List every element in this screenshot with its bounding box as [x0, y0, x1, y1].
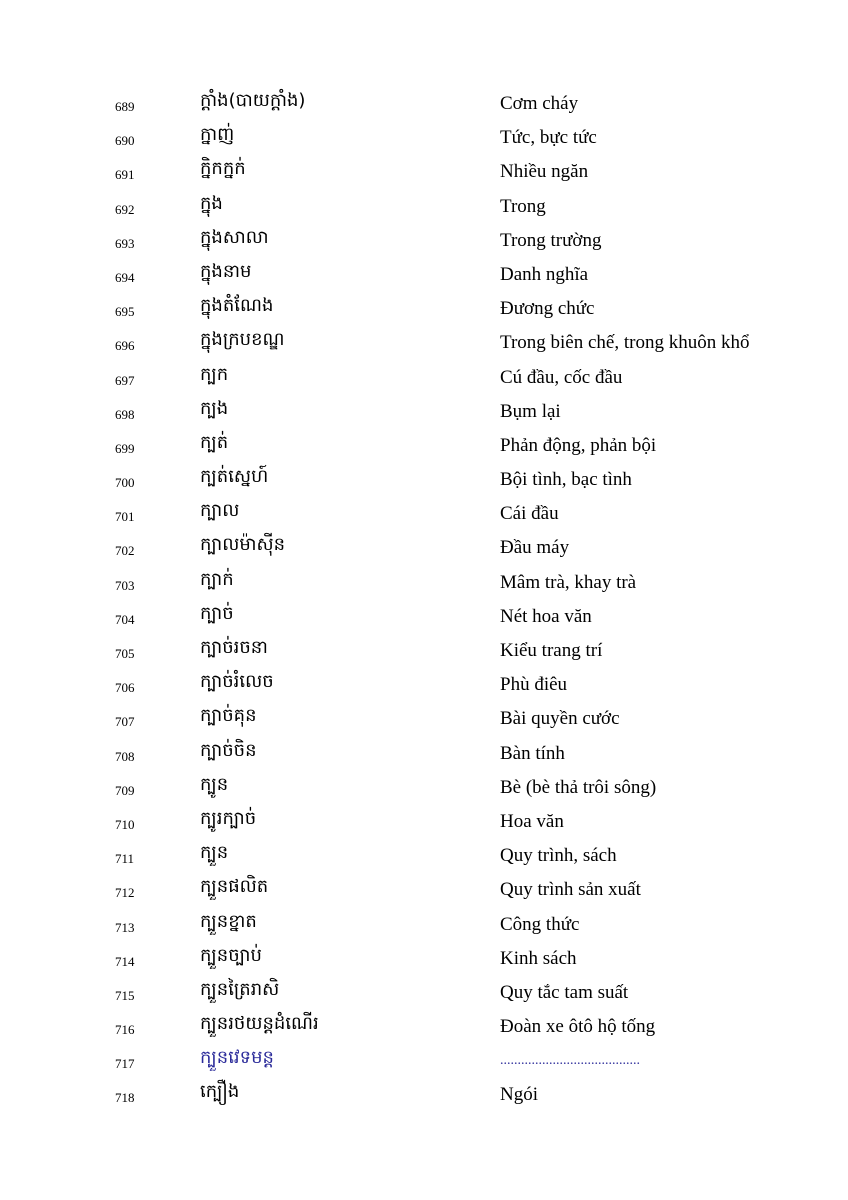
khmer-term: ក្បាច់រចនា: [200, 637, 268, 658]
vietnamese-translation: Kiểu trang trí: [500, 640, 603, 661]
vietnamese-translation: Đầu máy: [500, 537, 570, 559]
glossary-row: [0, 634, 848, 668]
glossary-list: [0, 87, 848, 1113]
entry-number: 718: [115, 1090, 135, 1106]
vietnamese-translation: Đoàn xe ôtô hộ tống: [500, 1016, 656, 1038]
khmer-term: ក្បាលម៉ាស៊ីន: [200, 534, 286, 556]
khmer-term: ក្បួនខ្នាត: [200, 910, 257, 932]
glossary-row: [0, 155, 848, 189]
glossary-row: [0, 87, 848, 121]
entry-number: 706: [115, 680, 135, 696]
entry-number: 709: [115, 782, 135, 798]
glossary-row: [0, 771, 848, 805]
vietnamese-translation: Bè (bè thả trôi sông): [500, 776, 657, 798]
vietnamese-translation: Ngói: [500, 1084, 538, 1106]
entry-number: 702: [115, 543, 135, 559]
vietnamese-translation: Bội tình, bạc tình: [500, 469, 632, 491]
khmer-term: ក្នុងតំណែង: [200, 295, 274, 317]
entry-number: 716: [115, 1022, 135, 1038]
glossary-row: [0, 668, 848, 702]
glossary-row: [0, 1078, 848, 1112]
vietnamese-translation: ........................................: [500, 1053, 640, 1069]
entry-number: 690: [115, 133, 135, 149]
glossary-row: [0, 258, 848, 292]
vietnamese-translation: Bàn tính: [500, 742, 565, 764]
khmer-term: ក្និកក្នក់: [200, 158, 246, 180]
khmer-term: ក្បាច់: [200, 602, 234, 624]
vietnamese-translation: Cái đầu: [500, 503, 559, 525]
khmer-term: ក្បួនវេទមន្ត: [200, 1047, 274, 1069]
entry-number: 703: [115, 577, 135, 593]
glossary-row: [0, 292, 848, 326]
glossary-row: [0, 839, 848, 873]
entry-number: 698: [115, 406, 135, 422]
vietnamese-translation: Đương chức: [500, 298, 595, 320]
entry-number: 693: [115, 235, 135, 251]
entry-number: 691: [115, 167, 135, 183]
khmer-term: ក្បាក់: [200, 568, 234, 590]
entry-number: 713: [115, 919, 135, 935]
khmer-term: ក្បូរក្បាច់: [200, 807, 257, 829]
vietnamese-translation: Tức, bực tức: [500, 127, 597, 149]
vietnamese-translation: Quy trình, sách: [500, 845, 617, 867]
glossary-row: [0, 429, 848, 463]
entry-number: 704: [115, 611, 135, 627]
vietnamese-translation: Trong: [500, 195, 546, 217]
khmer-term: ក្បួនត្រៃរាសិ: [200, 978, 280, 1000]
khmer-term: ក្នាញ់: [200, 124, 235, 146]
khmer-term: ក្បាល: [200, 500, 240, 522]
glossary-row: [0, 395, 848, 429]
glossary-row: [0, 463, 848, 497]
khmer-term: ក្នុង: [200, 192, 223, 214]
khmer-term: ក្នុងក្របខណ្ឌ: [200, 329, 285, 351]
khmer-term: ក្បឿង: [200, 1081, 240, 1103]
entry-number: 714: [115, 953, 135, 969]
vietnamese-translation: Hoa văn: [500, 810, 564, 832]
entry-number: 712: [115, 885, 135, 901]
entry-number: 699: [115, 440, 135, 456]
vietnamese-translation: Danh nghĩa: [500, 263, 589, 285]
glossary-row: [0, 497, 848, 531]
khmer-term: ក្បួនផលិត: [200, 876, 269, 898]
vietnamese-translation: Phù điêu: [500, 674, 568, 696]
glossary-row: [0, 908, 848, 942]
glossary-row: [0, 361, 848, 395]
khmer-term: ក្បួនច្បាប់: [200, 944, 262, 966]
khmer-term: ក្តាំង(បាយក្តាំង): [200, 90, 306, 111]
entry-number: 708: [115, 748, 135, 764]
entry-number: 711: [115, 851, 135, 867]
vietnamese-translation: Mâm trà, khay trà: [500, 571, 637, 593]
glossary-row: [0, 805, 848, 839]
entry-number: 696: [115, 338, 135, 354]
khmer-term: ក្បូន: [200, 773, 229, 795]
vietnamese-translation: Quy trình sản xuất: [500, 879, 641, 901]
vietnamese-translation: Cú đầu, cốc đầu: [500, 366, 623, 388]
entry-number: 689: [115, 99, 135, 114]
khmer-term: ក្បួន: [200, 842, 229, 864]
khmer-term: ក្នុងសាលា: [200, 226, 269, 248]
vietnamese-translation: Công thức: [500, 913, 580, 935]
entry-number: 705: [115, 646, 135, 661]
khmer-term: ក្បក: [200, 363, 229, 385]
khmer-term: ក្នុងនាម: [200, 260, 252, 282]
glossary-row: [0, 873, 848, 907]
vietnamese-translation: Nét hoa văn: [500, 605, 592, 627]
entry-number: 700: [115, 475, 135, 491]
khmer-term: ក្បត់ស្នេហ៍: [200, 466, 269, 488]
glossary-row: [0, 566, 848, 600]
glossary-row: [0, 1044, 848, 1078]
glossary-row: [0, 224, 848, 258]
glossary-row: [0, 702, 848, 736]
vietnamese-translation: Trong biên chế, trong khuôn khổ: [500, 332, 750, 354]
entry-number: 694: [115, 269, 135, 285]
entry-number: 697: [115, 372, 135, 388]
entry-number: 710: [115, 816, 135, 832]
khmer-term: ក្បាច់គុន: [200, 705, 257, 727]
entry-number: 707: [115, 714, 135, 730]
entry-number: 695: [115, 304, 135, 320]
khmer-term: ក្បាច់រំលេច: [200, 671, 274, 693]
glossary-row: [0, 190, 848, 224]
vietnamese-translation: Kinh sách: [500, 947, 577, 969]
glossary-row: [0, 1010, 848, 1044]
vietnamese-translation: Quy tắc tam suất: [500, 981, 629, 1003]
khmer-term: ក្បួនរថយន្តដំណើរ: [200, 1013, 319, 1035]
glossary-row: [0, 121, 848, 155]
glossary-row: [0, 942, 848, 976]
vietnamese-translation: Bài quyền cước: [500, 708, 620, 730]
vietnamese-translation: Trong trường: [500, 229, 602, 251]
glossary-row: [0, 326, 848, 360]
khmer-term: ក្បង: [200, 397, 229, 419]
glossary-row: [0, 976, 848, 1010]
entry-number: 701: [115, 509, 135, 525]
vietnamese-translation: Cơm cháy: [500, 93, 579, 114]
vietnamese-translation: Bụm lại: [500, 400, 561, 422]
khmer-term: ក្បាច់ចិន: [200, 739, 257, 761]
glossary-row: [0, 737, 848, 771]
glossary-row: [0, 600, 848, 634]
entry-number: 717: [115, 1056, 135, 1072]
entry-number: 692: [115, 201, 135, 217]
khmer-term: ក្បត់: [200, 431, 229, 453]
vietnamese-translation: Nhiều ngăn: [500, 161, 589, 183]
vietnamese-translation: Phản động, phản bội: [500, 434, 657, 456]
glossary-row: [0, 531, 848, 565]
entry-number: 715: [115, 987, 135, 1003]
